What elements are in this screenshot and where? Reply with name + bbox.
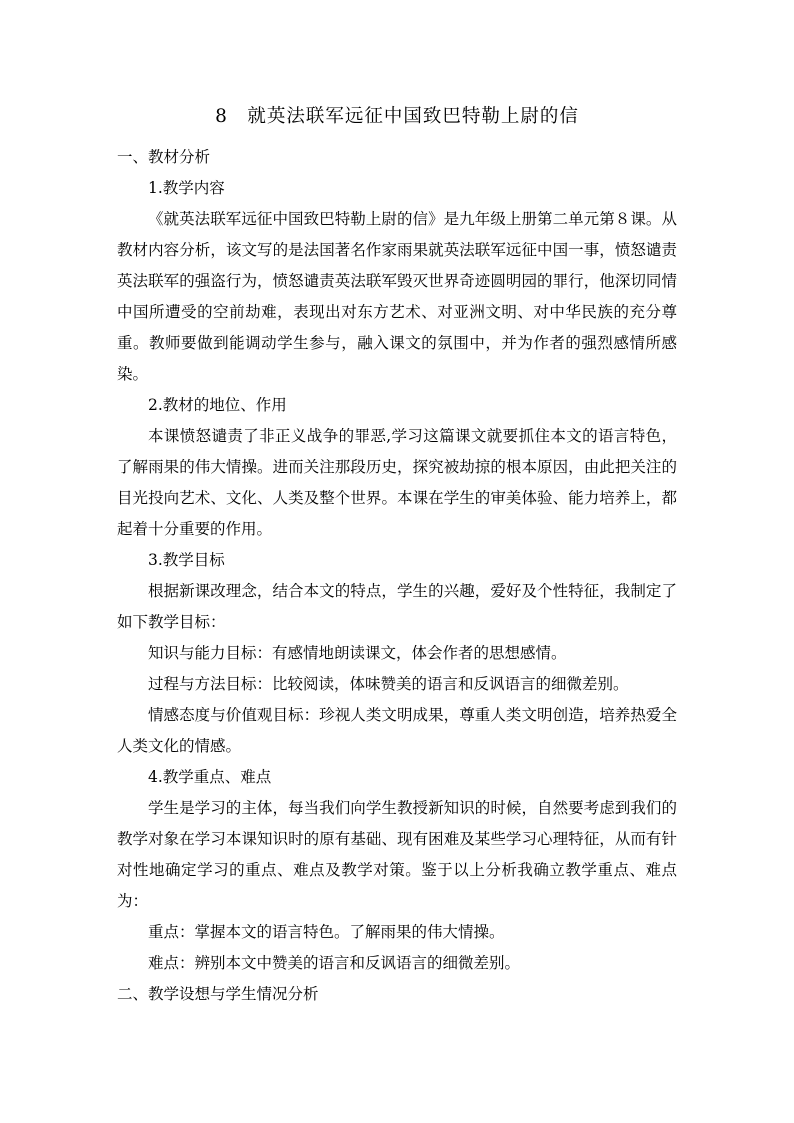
subheading-textbook-status: 2.教材的地位、作用 [148,396,287,414]
section-heading-textbook-analysis: 一、教材分析 [117,148,211,166]
document-body [117,142,677,1010]
goal-knowledge-ability: 知识与能力目标：有感情地朗读课文，体会作者的思想感情。 [148,644,567,662]
subheading-teaching-content: 1.教学内容 [148,179,225,197]
key-point: 重点：掌握本文的语言特色。了解雨果的伟大情操。 [148,923,505,941]
paragraph-teaching-content: 《就英法联军远征中国致巴特勒上尉的信》是九年级上册第二单元第８课。从教材内容分析，该文写的是法国著名作家雨果就英法联军远征中国一事，愤怒谴责英法联军的强盗行为，愤怒谴责英法联军毁灭世界奇迹圆明园的罪行，他深切同情中国所遭受的空前劫难，表现出对东方艺术、对亚洲文明、对中华民族的充分尊重。教师要做到能调动学生参与，融入课文的氛围中，并为作者的强烈感情所感染。 [117,210,677,383]
subheading-key-difficult-points: 4.教学重点、难点 [148,768,272,786]
goal-emotion-values: 情感态度与价值观目标：珍视人类文明成果，尊重人类文明创造，培养热爱全人类文化的情感。 [117,706,677,755]
subheading-teaching-goals: 3.教学目标 [148,551,225,569]
paragraph-teaching-goals: 根据新课改理念，结合本文的特点，学生的兴趣，爱好及个性特征，我制定了如下教学目标： [117,582,677,631]
document-title: 8 就英法联军远征中国致巴特勒上尉的信 [215,106,579,127]
difficult-point: 难点：辨别本文中赞美的语言和反讽语言的细微差别。 [148,954,521,972]
paragraph-textbook-status: 本课愤怒谴责了非正义战争的罪恶,学习这篇课文就要抓住本文的语言特色，了解雨果的伟大情操。进而关注那段历史，探究被劫掠的根本原因，由此把关注的目光投向艺术、文化、人类及整个世界。本课在学生的审美体验、能力培养上，都起着十分重要的作用。 [117,427,677,538]
section-heading-teaching-design: 二、教学设想与学生情况分析 [117,985,319,1003]
paragraph-key-difficult-points: 学生是学习的主体，每当我们向学生教授新知识的时候，自然要考虑到我们的教学对象在学习本课知识时的原有基础、现有困难及某些学习心理特征，从而有针对性地确定学习的重点、难点及教学对策。鉴于以上分析我确立教学重点、难点为： [117,799,677,910]
goal-process-method: 过程与方法目标：比较阅读，体味赞美的语言和反讽语言的细微差别。 [148,675,629,693]
